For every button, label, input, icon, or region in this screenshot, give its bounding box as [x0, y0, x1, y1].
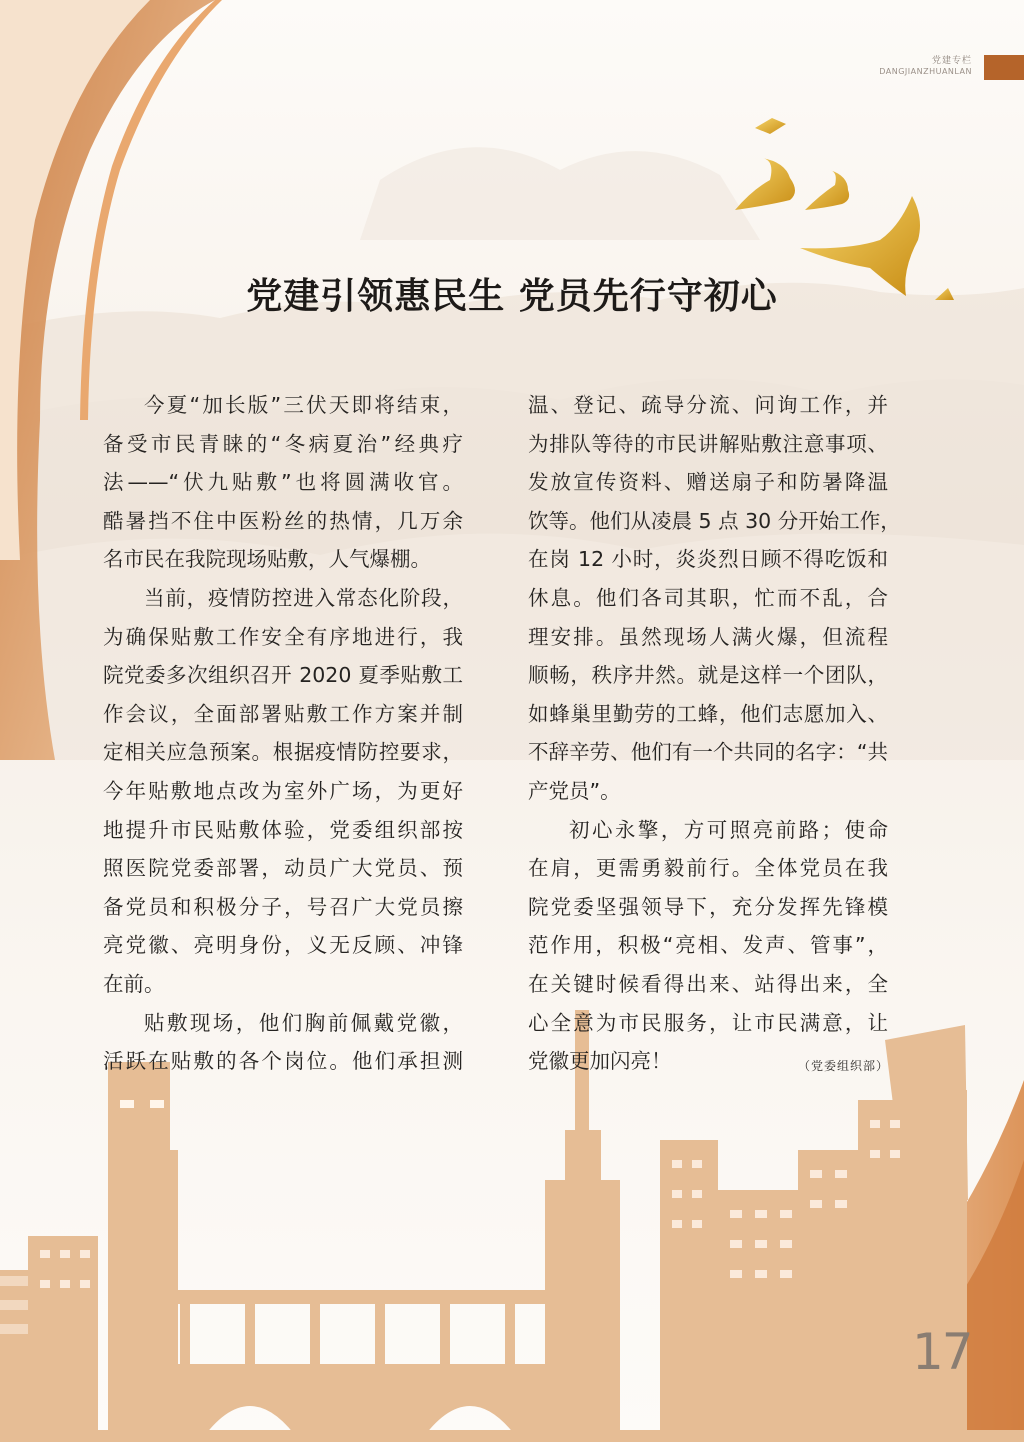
- text-line: 如蜂巢里勤劳的工蜂，他们志愿加入、: [528, 701, 888, 726]
- text-line: 地提升市民贴敷体验，党委组织部按: [103, 817, 463, 842]
- section-label-en: DANGJIANZHUANLAN: [879, 66, 972, 76]
- text-line: 为排队等待的市民讲解贴敷注意事项、: [528, 431, 888, 456]
- text-line: 党徽更加闪亮！: [528, 1049, 672, 1074]
- text-line: 贴敷现场，他们胸前佩戴党徽，: [144, 1010, 463, 1035]
- header-accent-bar: [984, 55, 1024, 80]
- text-line: 院党委坚强领导下，充分发挥先锋模: [528, 894, 888, 919]
- text-line: 心全意为市民服务，让市民满意，让: [528, 1010, 888, 1035]
- page-number: 17: [912, 1323, 972, 1381]
- text-line: 在肩，更需勇毅前行。全体党员在我: [528, 856, 888, 881]
- text-line: 饮等。他们从凌晨 5 点 30 分开始工作，: [528, 508, 901, 533]
- text-line: 休息。他们各司其职，忙而不乱，合: [528, 585, 888, 610]
- text-line: 名市民在我院现场贴敷，人气爆棚。: [103, 547, 431, 572]
- text-line: 产党员”。: [528, 778, 621, 803]
- text-line: 温、登记、疏导分流、问询工作，并: [528, 393, 888, 417]
- text-line: 理安排。虽然现场人满火爆，但流程: [528, 624, 888, 649]
- text-line: 活跃在贴敷的各个岗位。他们承担测: [103, 1049, 463, 1074]
- text-line: 发放宣传资料、赠送扇子和防暑降温: [528, 470, 888, 495]
- text-line: 不辞辛劳、他们有一个共同的名字：“共: [528, 740, 888, 765]
- text-line: 作会议，全面部署贴敷工作方案并制: [103, 701, 463, 726]
- section-label-cn: 党建专栏: [931, 56, 972, 66]
- text-line: 酷暑挡不住中医粉丝的热情，几万余: [103, 508, 463, 533]
- author-byline: （党委组织部）: [798, 1059, 890, 1073]
- text-line: 法——“伏九贴敷”也将圆满收官。: [103, 470, 463, 495]
- text-line: 在前。: [103, 971, 165, 996]
- text-line: 备受市民青睐的“冬病夏治”经典疗: [103, 431, 463, 456]
- text-line: 为确保贴敷工作安全有序地进行，我: [103, 624, 463, 649]
- text-line: 范作用，积极“亮相、发声、管事”，: [528, 933, 888, 958]
- text-line: 在岗 12 小时，炎炎烈日顾不得吃饭和: [528, 547, 888, 572]
- text-line: 院党委多次组织召开 2020 夏季贴敷工: [103, 663, 463, 688]
- text-line: 备党员和积极分子，号召广大党员擦: [103, 894, 463, 919]
- text-line: 定相关应急预案。根据疫情防控要求，: [103, 740, 463, 765]
- section-header: [879, 56, 972, 76]
- text-line: 当前，疫情防控进入常态化阶段，: [144, 585, 463, 610]
- text-line: 今夏“加长版”三伏天即将结束，: [144, 393, 463, 417]
- text-line: 亮党徽、亮明身份，义无反顾、冲锋: [103, 933, 463, 958]
- text-line: 初心永擎，方可照亮前路；使命: [569, 817, 888, 842]
- article-column-right: [528, 386, 901, 1081]
- article-column-left: [103, 386, 463, 1081]
- article-title: 党建引领惠民生 党员先行守初心: [246, 275, 778, 317]
- text-line: 今年贴敷地点改为室外广场，为更好: [103, 778, 463, 803]
- text-line: 照医院党委部署，动员广大党员、预: [103, 856, 463, 881]
- text-line: 在关键时候看得出来、站得出来，全: [528, 971, 888, 996]
- text-line: 顺畅，秩序井然。就是这样一个团队，: [528, 663, 888, 688]
